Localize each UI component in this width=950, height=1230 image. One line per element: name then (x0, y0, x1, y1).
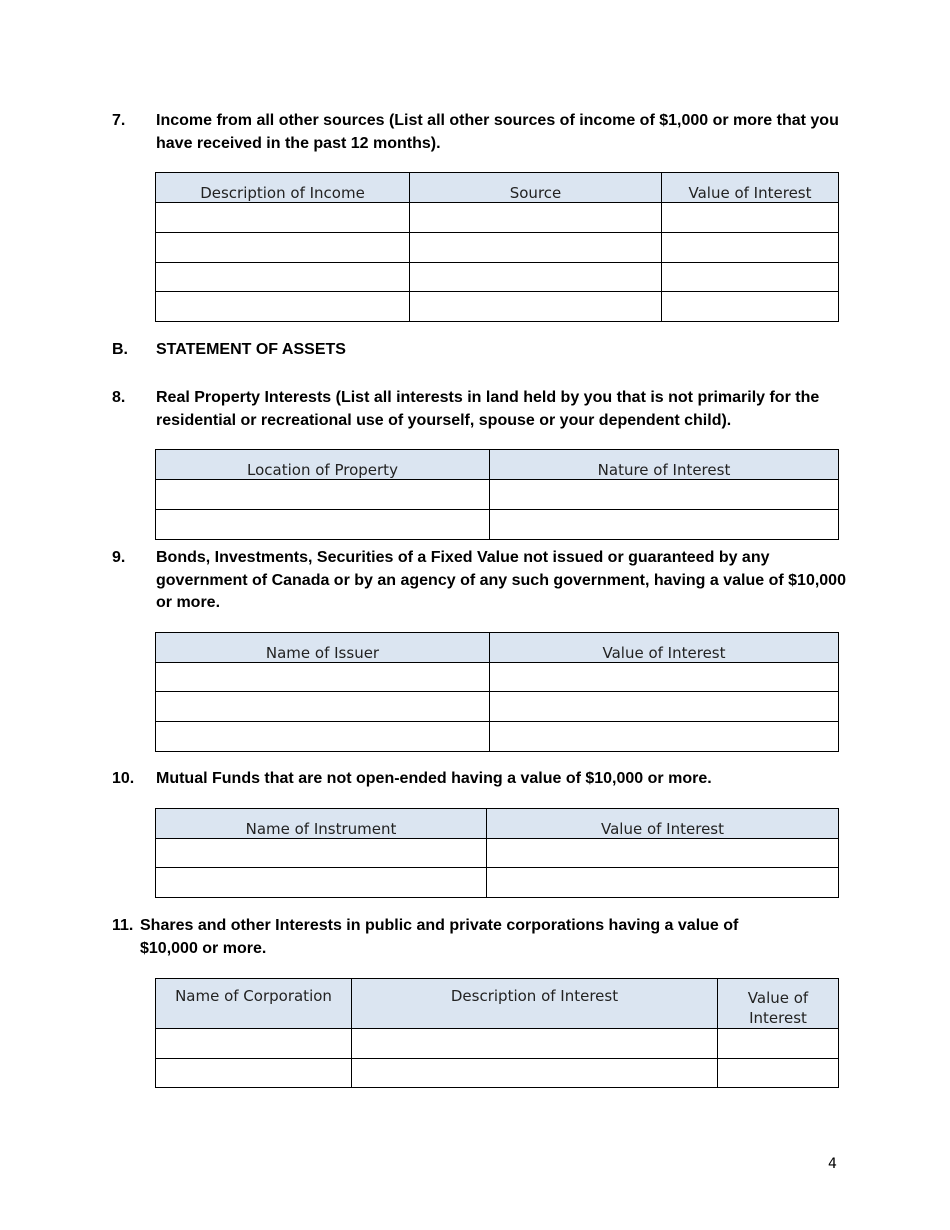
mutual-funds-table (155, 808, 839, 898)
table-cell[interactable] (662, 203, 839, 233)
table-cell[interactable] (156, 663, 490, 692)
table-cell[interactable] (156, 292, 410, 322)
table-cell[interactable] (490, 722, 839, 752)
shares-table (155, 978, 839, 1088)
table-row (156, 510, 839, 540)
section-10-text: Mutual Funds that are not open-ended having a value of $10,000 or more. (156, 770, 712, 787)
section-8-number: 8. (112, 389, 126, 406)
table-cell[interactable] (156, 233, 410, 263)
table-row (156, 292, 839, 322)
table-cell[interactable] (718, 1059, 839, 1088)
shares-header-description: Description of Interest (352, 979, 718, 1029)
bonds-header-value: Value of Interest (490, 633, 839, 663)
income-header-source: Source (410, 173, 662, 203)
table-row (156, 722, 839, 752)
table-cell[interactable] (410, 263, 662, 292)
table-cell[interactable] (490, 480, 839, 510)
funds-header-instrument: Name of Instrument (156, 809, 487, 839)
shares-header-value: Value of Interest (718, 979, 839, 1029)
table-cell[interactable] (156, 480, 490, 510)
table-cell[interactable] (156, 1029, 352, 1059)
table-cell[interactable] (718, 1029, 839, 1059)
table-cell[interactable] (156, 1059, 352, 1088)
table-row (156, 203, 839, 233)
table-cell[interactable] (156, 263, 410, 292)
table-cell[interactable] (156, 722, 490, 752)
table-cell[interactable] (410, 292, 662, 322)
table-cell[interactable] (662, 263, 839, 292)
income-header-description: Description of Income (156, 173, 410, 203)
table-row (156, 480, 839, 510)
table-row (156, 692, 839, 722)
table-cell[interactable] (410, 233, 662, 263)
section-9-number: 9. (112, 549, 126, 566)
table-cell[interactable] (662, 233, 839, 263)
page-number: 4 (828, 1156, 837, 1172)
table-cell[interactable] (490, 692, 839, 722)
property-header-nature: Nature of Interest (490, 450, 839, 480)
table-cell[interactable] (487, 868, 839, 898)
table-cell[interactable] (156, 839, 487, 868)
real-property-table (155, 449, 839, 540)
section-b-title: STATEMENT OF ASSETS (156, 341, 346, 358)
table-row (156, 263, 839, 292)
table-row (156, 663, 839, 692)
bonds-header-issuer: Name of Issuer (156, 633, 490, 663)
table-cell[interactable] (490, 510, 839, 540)
table-cell[interactable] (156, 868, 487, 898)
table-cell[interactable] (156, 692, 490, 722)
property-header-location: Location of Property (156, 450, 490, 480)
section-11-number: 11. (112, 917, 134, 934)
table-cell[interactable] (156, 203, 410, 233)
section-11-text: Shares and other Interests in public and private corporations having a value of $10,000 or more. (140, 917, 739, 957)
section-b-letter: B. (112, 341, 128, 358)
table-row (156, 1029, 839, 1059)
shares-header-corporation: Name of Corporation (156, 979, 352, 1029)
bonds-table (155, 632, 839, 752)
table-cell[interactable] (490, 663, 839, 692)
section-7-number: 7. (112, 112, 126, 129)
table-cell[interactable] (352, 1029, 718, 1059)
table-cell[interactable] (156, 510, 490, 540)
table-row (156, 233, 839, 263)
income-table (155, 172, 839, 322)
table-row (156, 1059, 839, 1088)
table-row (156, 868, 839, 898)
funds-header-value: Value of Interest (487, 809, 839, 839)
table-cell[interactable] (352, 1059, 718, 1088)
table-cell[interactable] (410, 203, 662, 233)
section-9-text: Bonds, Investments, Securities of a Fixed Value not issued or guaranteed by any government of Canada or by an agency of any such government, having a value of $10,000 or more. (156, 549, 846, 611)
table-cell[interactable] (662, 292, 839, 322)
section-8-text: Real Property Interests (List all interests in land held by you that is not primarily for the residential or recreational use of yourself, spouse or your dependent child). (156, 389, 820, 429)
table-row (156, 839, 839, 868)
table-cell[interactable] (487, 839, 839, 868)
section-7-text: Income from all other sources (List all other sources of income of $1,000 or more that you have received in the past 12 months). (156, 112, 839, 152)
section-10-number: 10. (112, 770, 135, 787)
income-header-value: Value of Interest (662, 173, 839, 203)
